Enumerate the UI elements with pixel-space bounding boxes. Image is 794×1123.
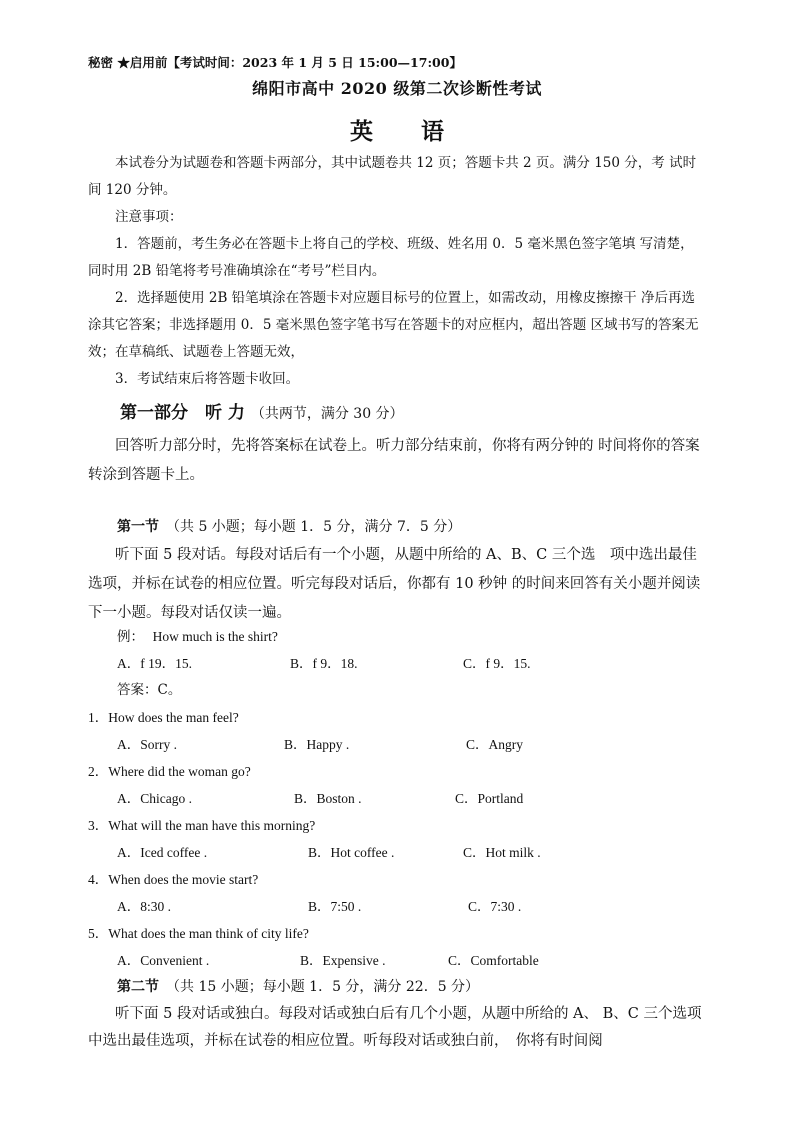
q5-option-a: A．Convenient . [117,953,210,968]
q5-option-b: B．Expensive . [300,953,386,968]
question-3: 3．What will the man have this morning? [88,818,316,833]
section1-heading [117,514,461,541]
confidential-header: 秘密 ★启用前【考试时间：2023 年 1 月 5 日 15:00—17:00】 [88,55,462,70]
notes-heading: 注意事项： [115,209,183,225]
section2-instruction: 听下面 5 段对话或独白。每段对话或独白后有几个小题，从题中所给的 A、 B、C 三个选项中选出最佳选项，并标在试卷的相应位置。听每段对话或独白前， 你将有时间阅 [88,1006,702,1049]
section2-meta: （共 15 小题；每小题 1．5 分，满分 22．5 分） [159,979,480,995]
q4-option-b: B．7:50 . [308,899,362,914]
q3-option-b: B．Hot coffee . [308,845,395,860]
q2-option-c: C．Portland [455,791,524,806]
example-line [117,623,278,651]
q5-option-c: C．Comfortable [448,953,539,968]
question-4: 4．When does the movie start? [88,872,259,887]
subject-title: 英 语 [349,118,464,145]
example-option-a: A．f 19．15. [117,656,192,671]
q4-option-a: A．8:30 . [117,899,171,914]
section1-instruction: 听下面 5 段对话。每段对话后有一个小题，从题中所给的 A、B、C 三个选 项中选出最佳选项，并标在试卷的相应位置。听完每段对话后，你都有 10 秒钟 的时间来回答有关小题并阅读下一小题。每段对话仅读一遍。 [88,547,701,621]
part1-heading [120,398,404,423]
note-item-1: 1．答题前，考生务必在答题卡上将自己的学校、班级、姓名用 0．5 毫米黑色签字笔填 写清楚，同时用 2B 铅笔将考号准确填涂在“考号”栏目内。 [88,236,694,279]
example-question: How much is the shirt? [152,629,278,644]
q4-option-c: C．7:30 . [468,899,522,914]
part1-title: 第一部分 听 力 [120,403,245,423]
note-item-2: 2．选择题使用 2B 铅笔填涂在答题卡对应题目标号的位置上，如需改动，用橡皮擦擦干 净后再选涂其它答案；非选择题用 0．5 毫米黑色签字笔书写在答题卡的对应框内，超出答题 区域书写的答案无效；在草稿纸、试题卷上答题无效， [88,290,699,360]
part1-meta: （共两节，满分 30 分） [250,406,404,422]
section1-label: 第一节 [117,519,159,535]
q2-option-b: B．Boston . [294,791,362,806]
example-label: 例： [117,629,144,645]
section1-meta: （共 5 小题；每小题 1．5 分，满分 7．5 分） [159,519,462,535]
question-2: 2．Where did the woman go? [88,764,251,779]
q1-option-c: C．Angry [466,737,523,752]
note-item-3: 3．考试结束后将答题卡收回。 [115,371,300,387]
example-option-c: C．f 9．15. [463,656,531,671]
question-1: 1．How does the man feel? [88,710,239,725]
section2-label: 第二节 [117,979,159,995]
question-5: 5．What does the man think of city life? [88,926,309,941]
q1-option-b: B．Happy . [284,737,350,752]
section2-heading [117,974,479,1001]
q3-option-c: C．Hot milk . [463,845,541,860]
example-option-b: B．f 9．18. [290,656,358,671]
exam-title: 绵阳市高中 2020 级第二次诊断性考试 [252,79,542,98]
q3-option-a: A．Iced coffee . [117,845,208,860]
q1-option-a: A．Sorry . [117,737,177,752]
part1-instruction: 回答听力部分时，先将答案标在试卷上。听力部分结束前，你将有两分钟的 时间将你的答案转涂到答题卡上。 [88,438,700,483]
q2-option-a: A．Chicago . [117,791,192,806]
intro-paragraph: 本试卷分为试题卷和答题卡两部分，其中试题卷共 12 页；答题卡共 2 页。满分 150 分，考 试时间 120 分钟。 [88,155,697,198]
example-answer: 答案：C。 [117,682,182,698]
